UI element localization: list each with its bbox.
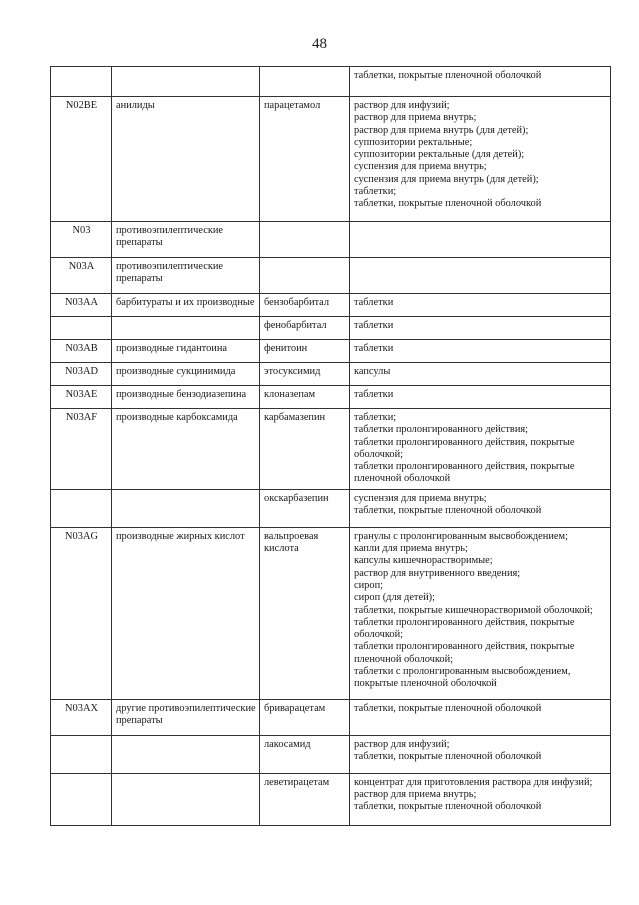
dosage-forms: таблетки <box>350 340 611 363</box>
table-row <box>51 317 611 340</box>
active-substance: бриварацетам <box>260 699 350 735</box>
active-substance: леветирацетам <box>260 773 350 825</box>
pharmacological-group <box>112 773 260 825</box>
table-row <box>51 67 611 97</box>
active-substance: фенобарбитал <box>260 317 350 340</box>
atc-code: N03A <box>51 258 112 294</box>
table-row <box>51 340 611 363</box>
drug-table <box>50 66 611 826</box>
dosage-forms: раствор для инфузий; таблетки, покрытые пленочной оболочкой <box>350 735 611 773</box>
table-row <box>51 294 611 317</box>
table-row <box>51 699 611 735</box>
active-substance: вальпроевая кислота <box>260 527 350 699</box>
atc-code <box>51 489 112 527</box>
dosage-forms: таблетки <box>350 386 611 409</box>
pharmacological-group <box>112 489 260 527</box>
dosage-forms: концентрат для приготовления раствора для инфузий; раствор для приема внутрь; таблетки, покрытые пленочной оболочкой <box>350 773 611 825</box>
pharmacological-group: противоэпилептические препараты <box>112 258 260 294</box>
atc-code: N03AG <box>51 527 112 699</box>
page-number: 48 <box>312 36 327 52</box>
dosage-forms: таблетки <box>350 317 611 340</box>
table-row <box>51 773 611 825</box>
dosage-forms: суспензия для приема внутрь; таблетки, покрытые пленочной оболочкой <box>350 489 611 527</box>
atc-code: N03AB <box>51 340 112 363</box>
active-substance: карбамазепин <box>260 409 350 490</box>
dosage-forms <box>350 258 611 294</box>
atc-code: N03 <box>51 222 112 258</box>
active-substance: бензобарбитал <box>260 294 350 317</box>
pharmacological-group: анилиды <box>112 97 260 222</box>
pharmacological-group: производные карбоксамида <box>112 409 260 490</box>
pharmacological-group: другие противоэпилептические препараты <box>112 699 260 735</box>
dosage-forms: капсулы <box>350 363 611 386</box>
table-row <box>51 489 611 527</box>
table-row <box>51 97 611 222</box>
table-row <box>51 363 611 386</box>
dosage-forms <box>350 222 611 258</box>
active-substance: клоназепам <box>260 386 350 409</box>
atc-code: N03AD <box>51 363 112 386</box>
active-substance: этосуксимид <box>260 363 350 386</box>
table-row <box>51 735 611 773</box>
pharmacological-group: барбитураты и их производные <box>112 294 260 317</box>
atc-code: N02BE <box>51 97 112 222</box>
active-substance: парацетамол <box>260 97 350 222</box>
dosage-forms: таблетки <box>350 294 611 317</box>
pharmacological-group: противоэпилептические препараты <box>112 222 260 258</box>
active-substance <box>260 258 350 294</box>
table-row <box>51 527 611 699</box>
active-substance: лакосамид <box>260 735 350 773</box>
dosage-forms: таблетки, покрытые пленочной оболочкой <box>350 699 611 735</box>
atc-code <box>51 67 112 97</box>
pharmacological-group <box>112 67 260 97</box>
active-substance <box>260 222 350 258</box>
pharmacological-group: производные бензодиазепина <box>112 386 260 409</box>
atc-code: N03AF <box>51 409 112 490</box>
active-substance <box>260 67 350 97</box>
atc-code <box>51 735 112 773</box>
active-substance: фенитоин <box>260 340 350 363</box>
table-row <box>51 386 611 409</box>
atc-code: N03AA <box>51 294 112 317</box>
table-row <box>51 409 611 490</box>
pharmacological-group: производные гидантоина <box>112 340 260 363</box>
dosage-forms: таблетки; таблетки пролонгированного действия; таблетки пролонгированного действия, покрытые оболочкой; таблетки пролонгированного действия, покрытые пленочной оболочкой <box>350 409 611 490</box>
atc-code: N03AE <box>51 386 112 409</box>
active-substance: окскарбазепин <box>260 489 350 527</box>
table-row <box>51 258 611 294</box>
dosage-forms: таблетки, покрытые пленочной оболочкой <box>350 67 611 97</box>
dosage-forms: раствор для инфузий; раствор для приема внутрь; раствор для приема внутрь (для детей); суппозитории ректальные; суппозитории ректальные (для детей); суспензия для приема внутрь; суспензия для приема внутрь (для детей); таблетки; таблетки, покрытые пленочной оболочкой <box>350 97 611 222</box>
dosage-forms: гранулы с пролонгированным высвобождением; капли для приема внутрь; капсулы кишечнорастворимые; раствор для внутривенного введения; сироп; сироп (для детей); таблетки, покрытые кишечнорастворимой оболочкой; таблетки пролонгированного действия, покрытые оболочкой; таблетки пролонгированного действия, покрытые пленочной оболочкой; таблетки с пролонгированным высвобождением, покрытые пленочной оболочкой <box>350 527 611 699</box>
atc-code <box>51 773 112 825</box>
table-row <box>51 222 611 258</box>
atc-code <box>51 317 112 340</box>
atc-code: N03AX <box>51 699 112 735</box>
pharmacological-group <box>112 735 260 773</box>
pharmacological-group: производные сукцинимида <box>112 363 260 386</box>
pharmacological-group: производные жирных кислот <box>112 527 260 699</box>
pharmacological-group <box>112 317 260 340</box>
